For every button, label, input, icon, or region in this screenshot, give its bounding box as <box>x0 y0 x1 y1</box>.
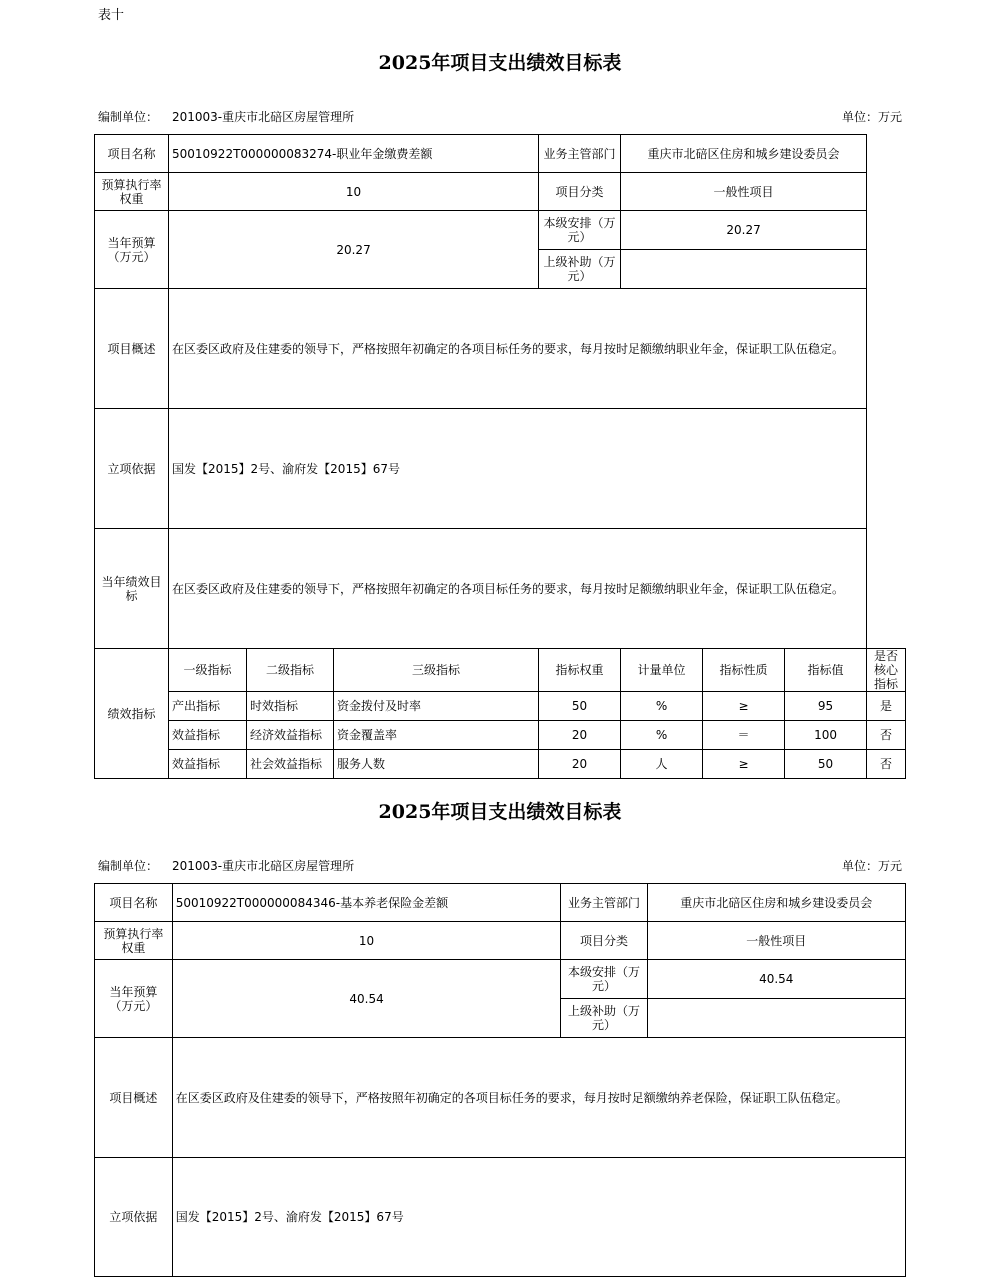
indicator-cell: 20 <box>539 750 621 779</box>
goal-label: 当年绩效目标 <box>95 529 169 649</box>
table2-org-value: 201003-重庆市北碚区房屋管理所 <box>172 859 355 873</box>
indicator-row <box>95 750 906 779</box>
budget-value: 40.54 <box>172 960 561 1038</box>
indicator-row <box>95 721 906 750</box>
budget-label: 当年预算（万元） <box>95 960 173 1038</box>
indicator-cell: 100 <box>785 721 867 750</box>
category-label: 项目分类 <box>561 922 647 960</box>
project-name-value: 50010922T000000084346-基本养老保险金差额 <box>172 884 561 922</box>
indicator-cell: 人 <box>621 750 703 779</box>
table1-org-label: 编制单位： <box>98 110 159 124</box>
indicator-cell: % <box>621 721 703 750</box>
weight-label: 预算执行率权重 <box>95 922 173 960</box>
indicator-header: 一级指标 <box>169 649 247 692</box>
indicator-cell: 产出指标 <box>169 692 247 721</box>
indicator-header: 计量单位 <box>621 649 703 692</box>
overview-label: 项目概述 <box>95 289 169 409</box>
indicator-cell: ≥ <box>703 750 785 779</box>
category-label: 项目分类 <box>539 173 621 211</box>
project-name-label: 项目名称 <box>95 135 169 173</box>
project-name-label: 项目名称 <box>95 884 173 922</box>
overview-label: 项目概述 <box>95 1038 173 1158</box>
indicator-cell: 资金覆盖率 <box>334 721 539 750</box>
local-label: 本级安排（万元） <box>561 960 647 999</box>
indicator-cell: 95 <box>785 692 867 721</box>
upper-label: 上级补助（万元） <box>561 999 647 1038</box>
indicator-cell: 时效指标 <box>247 692 334 721</box>
indicator-cell: 服务人数 <box>334 750 539 779</box>
category-value: 一般性项目 <box>647 922 905 960</box>
basis-value: 国发【2015】2号、渝府发【2015】67号 <box>172 1158 905 1277</box>
dept-label: 业务主管部门 <box>561 884 647 922</box>
indicator-cell: ≥ <box>703 692 785 721</box>
table1-money-unit: 单位：万元 <box>841 110 902 124</box>
indicator-cell: 50 <box>785 750 867 779</box>
weight-value: 10 <box>172 922 561 960</box>
overview-value: 在区委区政府及住建委的领导下，严格按照年初确定的各项目标任务的要求，每月按时足额缴纳养老保险，保证职工队伍稳定。 <box>172 1038 905 1158</box>
table2-title: 2025年项目支出绩效目标表 <box>378 801 622 823</box>
indicator-row <box>95 692 906 721</box>
upper-label: 上级补助（万元） <box>539 250 621 289</box>
indicator-header: 是否核心指标 <box>867 649 906 692</box>
indicator-cell: 20 <box>539 721 621 750</box>
table1-performance-form <box>94 134 906 779</box>
indicator-header: 三级指标 <box>334 649 539 692</box>
basis-value: 国发【2015】2号、渝府发【2015】67号 <box>169 409 867 529</box>
table2-performance-form <box>94 883 906 1277</box>
overview-value: 在区委区政府及住建委的领导下，严格按照年初确定的各项目标任务的要求，每月按时足额缴纳职业年金，保证职工队伍稳定。 <box>169 289 867 409</box>
basis-label: 立项依据 <box>95 1158 173 1277</box>
dept-value: 重庆市北碚区住房和城乡建设委员会 <box>621 135 867 173</box>
project-name-value: 50010922T000000083274-职业年金缴费差额 <box>169 135 539 173</box>
indicator-header: 指标性质 <box>703 649 785 692</box>
local-value: 20.27 <box>621 211 867 250</box>
indicator-cell: 效益指标 <box>169 721 247 750</box>
budget-label: 当年预算（万元） <box>95 211 169 289</box>
budget-value: 20.27 <box>169 211 539 289</box>
table1-org-value: 201003-重庆市北碚区房屋管理所 <box>172 110 355 124</box>
indicator-header: 指标权重 <box>539 649 621 692</box>
goal-value: 在区委区政府及住建委的领导下，严格按照年初确定的各项目标任务的要求，每月按时足额缴纳职业年金，保证职工队伍稳定。 <box>169 529 867 649</box>
indicator-cell: 经济效益指标 <box>247 721 334 750</box>
table2-money-unit: 单位：万元 <box>841 859 902 873</box>
indicator-header: 指标值 <box>785 649 867 692</box>
upper-value <box>647 999 905 1038</box>
local-value: 40.54 <box>647 960 905 999</box>
weight-label: 预算执行率权重 <box>95 173 169 211</box>
table1-title: 2025年项目支出绩效目标表 <box>378 52 622 74</box>
dept-label: 业务主管部门 <box>539 135 621 173</box>
category-value: 一般性项目 <box>621 173 867 211</box>
indicator-cell: 否 <box>867 721 906 750</box>
indicators-label: 绩效指标 <box>95 649 169 779</box>
indicator-cell: 是 <box>867 692 906 721</box>
weight-value: 10 <box>169 173 539 211</box>
basis-label: 立项依据 <box>95 409 169 529</box>
indicator-cell: 50 <box>539 692 621 721</box>
indicator-cell: % <box>621 692 703 721</box>
dept-value: 重庆市北碚区住房和城乡建设委员会 <box>647 884 905 922</box>
indicator-cell: ＝ <box>703 721 785 750</box>
local-label: 本级安排（万元） <box>539 211 621 250</box>
sheet-label: 表十 <box>98 8 125 23</box>
indicator-cell: 社会效益指标 <box>247 750 334 779</box>
indicator-cell: 否 <box>867 750 906 779</box>
table2-org-label: 编制单位： <box>98 859 159 873</box>
indicator-cell: 资金拨付及时率 <box>334 692 539 721</box>
indicator-cell: 效益指标 <box>169 750 247 779</box>
upper-value <box>621 250 867 289</box>
indicator-header: 二级指标 <box>247 649 334 692</box>
